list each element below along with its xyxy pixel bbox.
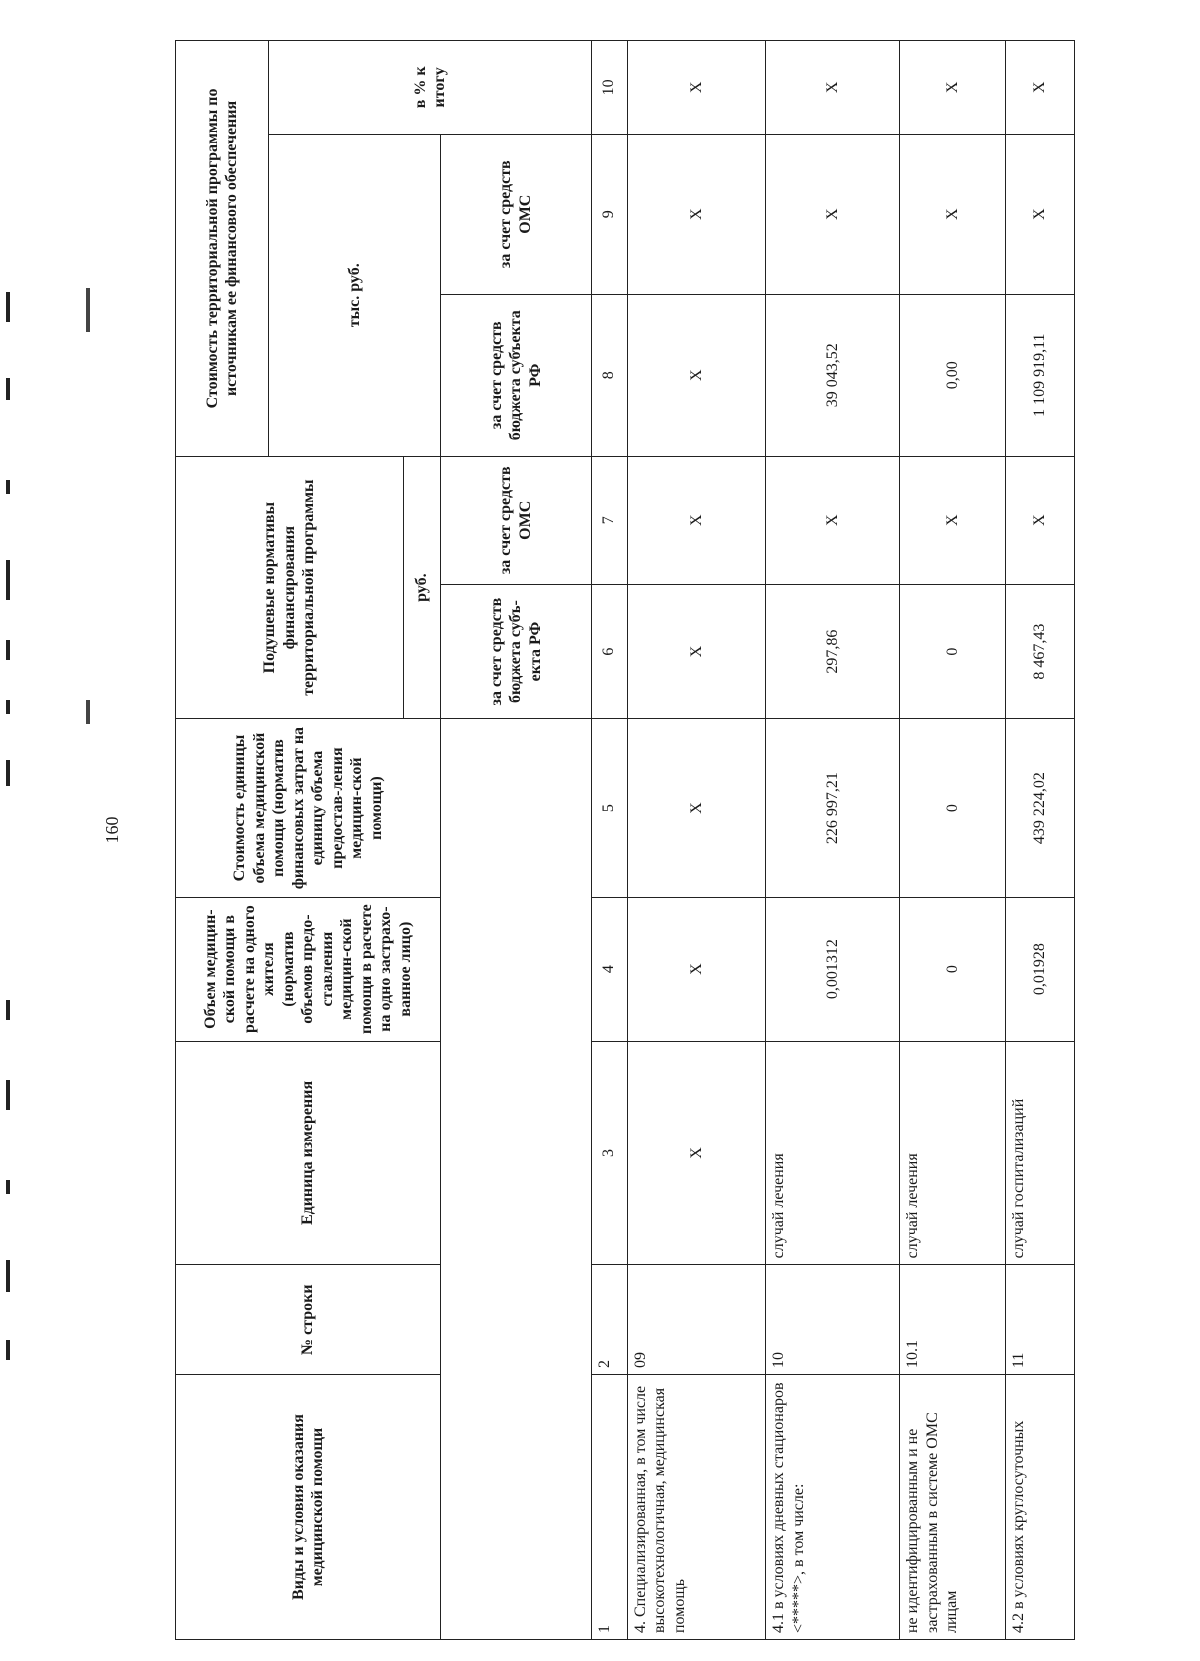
table-row [900, 41, 1005, 1640]
row-oms-cost: Х [1005, 134, 1074, 294]
column-number: 6 [591, 584, 627, 719]
scan-mark [86, 700, 90, 724]
row-budget-per-capita: 8 467,43 [1005, 584, 1074, 719]
scan-mark [6, 700, 10, 714]
row-unit: случай госпитализаций [1005, 1041, 1074, 1265]
row-oms-per-capita: Х [627, 456, 766, 584]
header-volume: Объем медицин-ской помощи в расчете на одного жителя (норматив объемов предо-ставления медицин-ской помощи в расчете на одно застрахо-ванное лицо) [176, 897, 441, 1041]
header-regional-budget-cost: за счет средств бюджета субъекта РФ [441, 294, 592, 456]
column-number: 4 [591, 897, 627, 1041]
row-oms-cost: Х [627, 134, 766, 294]
row-percent: Х [900, 41, 1005, 135]
row-volume: 0,001312 [766, 897, 900, 1041]
table-row [1005, 41, 1074, 1640]
row-number: 10.1 [900, 1265, 1005, 1375]
page-number: 160 [102, 816, 122, 844]
header-oms-cost: за счет средств ОМС [441, 134, 592, 294]
row-volume: 0 [900, 897, 1005, 1041]
header-rub: руб. [404, 456, 441, 719]
row-oms-cost: Х [766, 134, 900, 294]
column-number-row [591, 41, 627, 1640]
row-volume: 0,01928 [1005, 897, 1074, 1041]
row-budget-per-capita: 297,86 [766, 584, 900, 719]
row-unit: Х [627, 1041, 766, 1265]
row-unit: случай лечения [900, 1041, 1005, 1265]
scan-mark [6, 1340, 10, 1360]
row-number: 10 [766, 1265, 900, 1375]
scan-mark [6, 640, 10, 660]
row-unit-cost: 439 224,02 [1005, 719, 1074, 897]
column-number: 3 [591, 1041, 627, 1265]
row-oms-per-capita: Х [766, 456, 900, 584]
header-oms-per-capita: за счет средств ОМС [441, 456, 592, 584]
scan-mark [6, 292, 10, 322]
row-volume: Х [627, 897, 766, 1041]
scan-mark [6, 1260, 10, 1292]
rotated-table-container [175, 40, 1075, 1640]
table-row [627, 41, 766, 1640]
scan-mark [86, 288, 90, 332]
row-unit-cost: 226 997,21 [766, 719, 900, 897]
scan-mark [6, 1180, 10, 1194]
header-spacer [441, 719, 592, 1640]
row-percent: Х [1005, 41, 1074, 135]
header-program-cost: Стоимость территориальной программы по источникам ее финансового обеспечения [176, 41, 269, 457]
header-thousand-rub: тыс. руб. [269, 134, 441, 456]
header-unit-cost: Стоимость единицы объема медицинской помощи (норматив финансовых затрат на единицу объема предостав-ления медицин-ской помощи) [176, 719, 441, 897]
header-unit: Единица измерения [176, 1041, 441, 1265]
row-unit: случай лечения [766, 1041, 900, 1265]
row-unit-cost: Х [627, 719, 766, 897]
scan-mark [6, 378, 10, 400]
scan-mark [6, 1000, 10, 1020]
row-budget-per-capita: Х [627, 584, 766, 719]
row-budget-cost: 1 109 919,11 [1005, 294, 1074, 456]
scan-mark [6, 1080, 10, 1110]
column-number: 7 [591, 456, 627, 584]
row-number: 11 [1005, 1265, 1074, 1375]
scan-mark [6, 760, 10, 786]
scan-mark [6, 560, 10, 600]
column-number: 9 [591, 134, 627, 294]
row-kind: 4. Специализированная, в том числе высокотехнологичная, медицинская помощь [627, 1375, 766, 1640]
row-budget-cost: Х [627, 294, 766, 456]
row-oms-per-capita: Х [1005, 456, 1074, 584]
header-row-number: № строки [176, 1265, 441, 1375]
row-kind: 4.1 в условиях дневных стационаров <*****>, в том числе: [766, 1375, 900, 1640]
row-unit-cost: 0 [900, 719, 1005, 897]
data-table [175, 40, 1075, 1640]
row-oms-per-capita: Х [900, 456, 1005, 584]
column-number: 2 [591, 1265, 627, 1375]
column-number: 8 [591, 294, 627, 456]
row-oms-cost: Х [900, 134, 1005, 294]
row-budget-per-capita: 0 [900, 584, 1005, 719]
column-number: 5 [591, 719, 627, 897]
row-number: 09 [627, 1265, 766, 1375]
row-percent: Х [627, 41, 766, 135]
column-number: 1 [591, 1375, 627, 1640]
row-percent: Х [766, 41, 900, 135]
scan-mark [6, 480, 10, 494]
row-budget-cost: 0,00 [900, 294, 1005, 456]
header-per-capita-norms: Подушевые нормативы финансирования территориальной программы [176, 456, 404, 719]
row-kind: 4.2 в условиях круглосуточных [1005, 1375, 1074, 1640]
row-kind: не идентифицированным и не застрахованным в системе ОМС лицам [900, 1375, 1005, 1640]
column-number: 10 [591, 41, 627, 135]
header-kinds-of-care: Виды и условия оказания медицинской помощи [176, 1375, 441, 1640]
row-budget-cost: 39 043,52 [766, 294, 900, 456]
header-regional-budget-per-capita: за счет средств бюджета субъ-екта РФ [441, 584, 592, 719]
table-row [766, 41, 900, 1640]
table-wrapper [175, 40, 1075, 1640]
header-percent-of-total: в % к итогу [269, 41, 592, 135]
